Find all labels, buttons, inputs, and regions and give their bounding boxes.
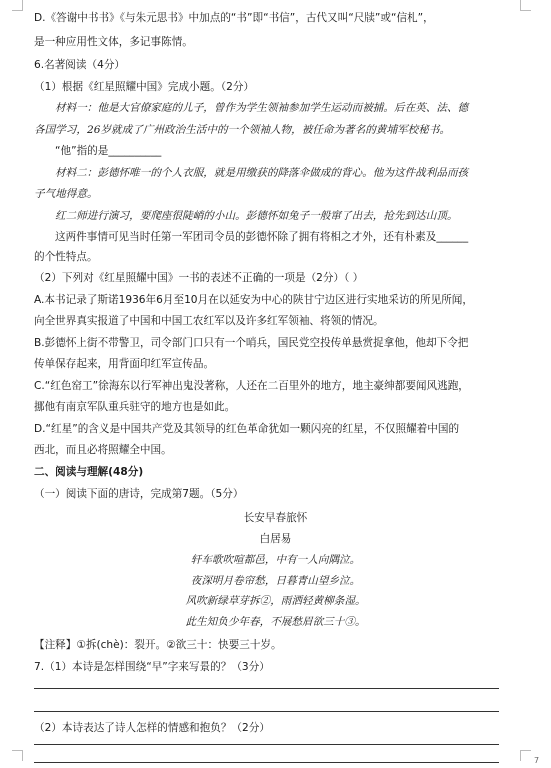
option-c-continuation: 挪他有南京军队重兵驻守的地方也是如此。 [34,401,236,413]
poem-verse: 轩车歌吹喧都邑，中有一人向隅泣。 [190,554,361,566]
crop-mark-bottom-right [520,750,531,761]
option-d-continuation-2: 西北，而且必将照耀全中国。 [34,444,172,456]
section-two-heading: 二、阅读与理解(48分) [34,466,144,478]
answer-line[interactable] [34,762,499,763]
answer-line[interactable] [34,744,499,745]
crop-mark-top-right [520,0,531,11]
page-number: 7 [534,756,540,765]
crop-mark-top-left [12,0,23,11]
question-6-part-1: （1）根据《红星照耀中国》完成小题。（2分） [34,81,255,93]
answer-line[interactable] [34,711,499,712]
option-b-continuation: 传单保存起来，用背面印红军宣传品。 [34,358,215,370]
option-a: A.本书记录了斯诺1936年6月至10月在以延安为中心的陕甘宁边区进行实地采访的所见所闻， [34,294,473,306]
question-7-part-2: （2）本诗表达了诗人怎样的情感和抱负？（2分） [34,722,270,734]
poem-title: 长安早春旅怀 [243,512,308,524]
option-d-continuation: 是一种应用性文体，多记事陈情。 [34,36,193,48]
poem-author: 白居易 [259,533,292,545]
option-d-text: D.《答谢中书书》《与朱元思书》中加点的“书”即“书信”，古代又叫“尺牍”或“信札”， [34,12,434,24]
subsection-one-instruction: （一）阅读下面的唐诗，完成第7题。（5分） [34,488,244,500]
option-c: C.“红色窑工”徐海东以行军神出鬼没著称，人还在二百里外的地方，地主豪绅都要闻风逃跑， [34,380,469,392]
poem-notes: 【注释】①拆(chè)：裂开。②欲三十：快要三十岁。 [34,639,282,651]
question-6-heading: 6.名著阅读（4分） [34,59,126,71]
option-d: D.“红星”的含义是中国共产党及其领导的红色革命犹如一颗闪亮的红星，不仅照耀着中国的 [34,423,460,435]
poem-verse: 此生知负少年春，不展愁眉欲三十③。 [185,616,366,628]
question-7-part-1: 7.（1）本诗是怎样围绕“早”字来写景的？（3分） [34,661,270,673]
answer-line[interactable] [34,688,499,689]
fill-blank-continuation: 的个性特点。 [34,251,98,263]
material-two-paragraph: 红二师进行演习，要爬座很陡峭的小山。彭德怀如兔子一般窜了出去，抢先到达山顶。 [55,210,458,222]
material-two-text: 材料二：彭德怀唯一的个人衣服，就是用缴获的降落伞做成的背心。他为这件战利品而孩 [55,167,469,179]
option-b: B.彭德怀上街不带警卫，司令部门口只有一个哨兵，国民党空投传单悬赏捉拿他，他却下令把 [34,337,469,349]
poem-verse: 夜深明月卷帘愁，日暮青山望乡泣。 [190,575,361,587]
material-two-continuation: 子气地得意。 [34,188,98,200]
poem-verse: 风吹新绿草芽拆②，雨洒轻黄柳条湿。 [185,595,366,607]
material-one-text: 材料一：他是大官僚家庭的儿子，曾作为学生领袖参加学生运动而被捕。后在英、法、德 [55,102,469,114]
question-6-part-2: （2）下列对《红星照耀中国》一书的表述不正确的一项是（2分）（ ） [34,272,364,284]
fill-blank-personality: 这两件事情可见当时任第一军团司令员的彭德怀除了拥有将相之才外，还有朴素及______ [55,231,469,243]
option-a-continuation: 向全世界真实报道了中国和中国工农红军以及许多红军领袖、将领的情况。 [34,315,384,327]
fill-blank-he: “他”指的是__________ [55,145,162,157]
material-one-continuation: 各国学习，26岁就成了广州政治生活中的一个领袖人物，被任命为著名的黄埔军校秘书。 [34,124,451,136]
crop-mark-bottom-left [12,750,23,761]
